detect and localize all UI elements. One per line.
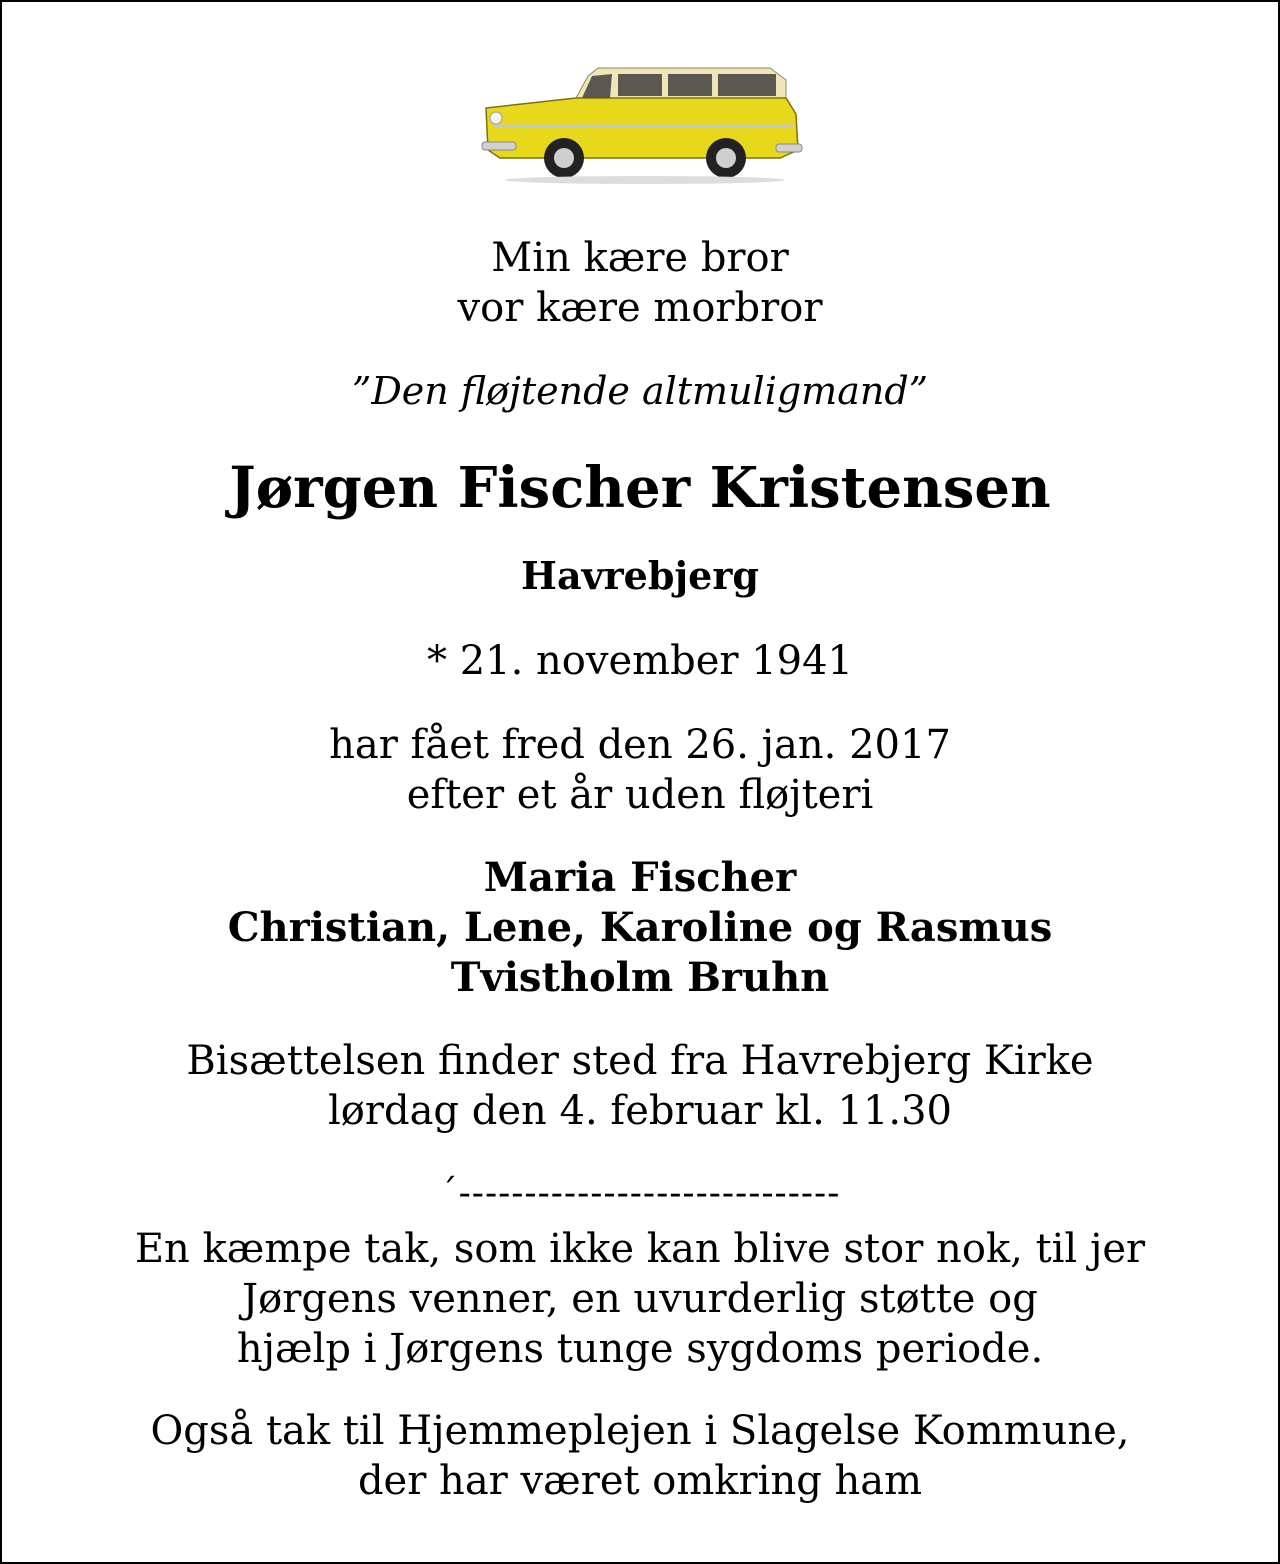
family-line-3: Tvistholm Bruhn — [450, 954, 830, 1001]
nickname: ”Den fløjtende altmuligmand” — [351, 369, 929, 413]
thanks2-line-2: der har været omkring ham — [357, 1458, 923, 1504]
thanks-line-1: En kæmpe tak, som ikke kan blive stor nok, til jer — [134, 1226, 1146, 1272]
passing-line-2: efter et år uden fløjteri — [406, 772, 874, 818]
deceased-place: Havrebjerg — [521, 553, 759, 598]
funeral-line-2: lørdag den 4. februar kl. 11.30 — [327, 1088, 953, 1134]
deceased-name: Jørgen Fischer Kristensen — [229, 455, 1051, 521]
thanks-line-2: Jørgens venner, en uvurderlig støtte og — [242, 1276, 1038, 1322]
separator-line: ´----------------------------- — [439, 1173, 841, 1214]
greeting-line-1: Min kære bror — [491, 235, 789, 281]
family-line-1: Maria Fischer — [483, 854, 797, 901]
funeral-line-1: Bisættelsen finder sted fra Havrebjerg Kirke — [186, 1038, 1094, 1084]
birth-date: * 21. november 1941 — [427, 638, 853, 684]
thanks-line-3: hjælp i Jørgens tunge sygdoms periode. — [236, 1326, 1044, 1372]
family-line-2: Christian, Lene, Karoline og Rasmus — [227, 904, 1053, 951]
passing-line-1: har fået fred den 26. jan. 2017 — [329, 722, 951, 768]
thanks2-line-1: Også tak til Hjemmeplejen i Slagelse Kommune, — [150, 1408, 1130, 1454]
yellow-car-icon — [480, 58, 806, 186]
greeting-line-2: vor kære morbror — [457, 285, 823, 331]
